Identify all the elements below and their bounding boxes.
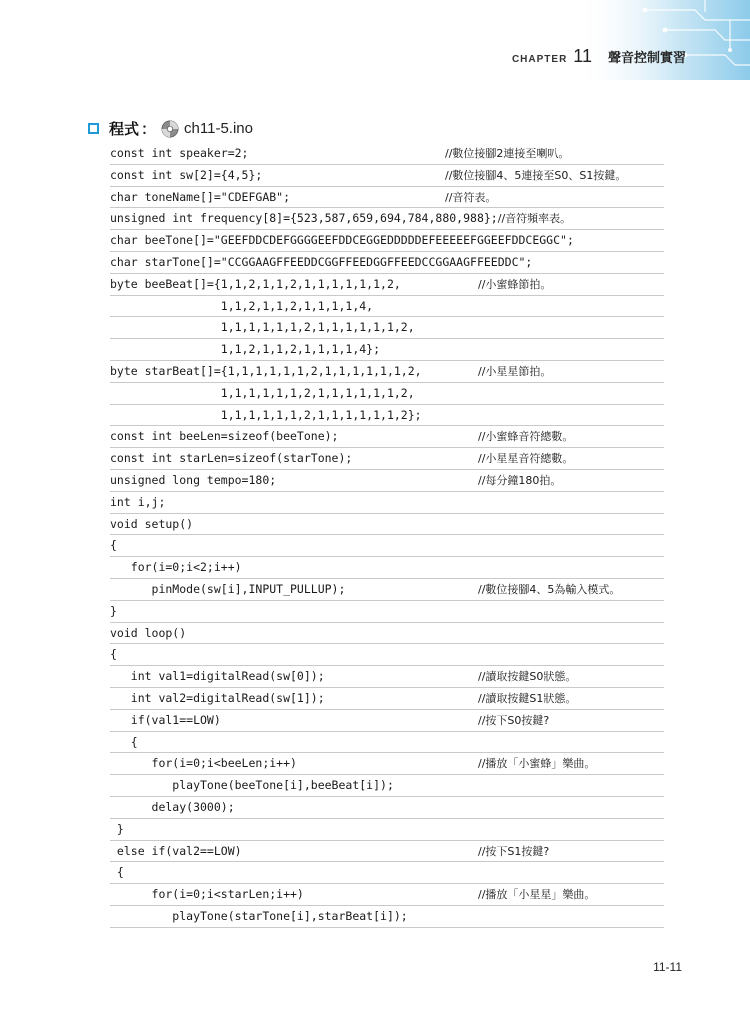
code-text: for(i=0;i<beeLen;i++): [110, 756, 297, 771]
code-line: [110, 775, 664, 797]
code-line: [110, 296, 664, 318]
code-text: const int sw[2]={4,5};: [110, 167, 263, 182]
code-text: {: [110, 647, 117, 662]
code-line: [110, 514, 664, 536]
code-text: const int speaker=2;: [110, 146, 249, 160]
code-line: [110, 841, 664, 863]
code-comment: //按下S0按鍵?: [478, 713, 550, 727]
code-line: [110, 383, 664, 405]
file-name: ch11-5.ino: [184, 120, 253, 137]
code-line: [110, 230, 664, 252]
code-comment: //小蜜蜂音符總數。: [478, 430, 574, 444]
code-line: [110, 492, 664, 514]
code-comment: //小蜜蜂節拍。: [478, 277, 552, 291]
code-text: else if(val2==LOW): [110, 843, 242, 858]
code-comment: //小星星節拍。: [478, 364, 552, 378]
code-text: int val2=digitalRead(sw[1]);: [110, 690, 325, 705]
code-line: [110, 143, 664, 165]
code-text: 1,1,1,1,1,1,2,1,1,1,1,1,1,2,: [110, 320, 415, 335]
code-text: char beeTone[]="GEEFDDCDEFGGGGEEFDDCEGGEDDDDDEFEEEEEFGGEEFDDCEGGC";: [110, 233, 574, 248]
code-line: [110, 906, 664, 928]
code-text: for(i=0;i<2;i++): [110, 560, 242, 575]
code-comment: //數位接腳2連接至喇叭。: [445, 147, 570, 160]
code-text: char toneName[]="CDEFGAB";: [110, 189, 291, 204]
chapter-number: 11: [573, 46, 592, 66]
code-text: {: [110, 538, 117, 553]
code-line: [110, 557, 664, 579]
code-line: [110, 448, 664, 470]
code-line: [110, 535, 664, 557]
code-line: [110, 732, 664, 754]
code-text: }: [110, 603, 117, 618]
code-text: 1,1,1,1,1,1,2,1,1,1,1,1,1,2};: [110, 407, 422, 422]
code-line: [110, 165, 664, 187]
header-circuit-decoration: [575, 0, 750, 80]
code-text: 1,1,2,1,1,2,1,1,1,1,4};: [110, 342, 381, 357]
code-text: {: [110, 865, 124, 880]
code-comment: //按下S1按鍵?: [478, 844, 550, 858]
program-label: 程式: [109, 120, 140, 138]
code-text: playTone(beeTone[i],beeBeat[i]);: [110, 778, 394, 793]
code-comment: //音符頻率表。: [497, 212, 572, 226]
code-text: {: [110, 734, 138, 749]
code-comment: //音符表。: [445, 190, 497, 204]
code-text: pinMode(sw[i],INPUT_PULLUP);: [110, 581, 346, 596]
code-line: [110, 710, 664, 732]
code-text: }: [110, 821, 124, 836]
code-text: const int starLen=sizeof(starTone);: [110, 451, 353, 466]
code-listing: [110, 143, 664, 928]
code-text: void setup(): [110, 516, 194, 531]
code-text: int val1=digitalRead(sw[0]);: [110, 669, 325, 684]
code-text: byte beeBeat[]={1,1,2,1,1,2,1,1,1,1,1,1,2,: [110, 276, 401, 291]
code-line: [110, 426, 664, 448]
code-text: unsigned int frequency[8]={523,587,659,694,784,880,988};: [110, 211, 498, 226]
code-comment: //播放「小蜜蜂」樂曲。: [478, 757, 596, 771]
code-line: [110, 862, 664, 884]
code-line: [110, 753, 664, 775]
code-line: [110, 187, 664, 209]
code-text: playTone(starTone[i],starBeat[i]);: [110, 908, 408, 923]
code-line: [110, 339, 664, 361]
code-comment: //小星星音符總數。: [478, 452, 574, 466]
code-text: if(val1==LOW): [110, 712, 221, 727]
heading-colon: ：: [141, 120, 157, 138]
code-line: [110, 405, 664, 427]
code-text: delay(3000);: [110, 799, 235, 814]
code-line: [110, 252, 664, 274]
section-heading: [88, 118, 253, 139]
code-text: 1,1,1,1,1,1,2,1,1,1,1,1,1,2,: [110, 385, 415, 400]
code-line: [110, 579, 664, 601]
code-comment: //讀取按鍵S0狀態。: [478, 670, 577, 684]
cd-disc-icon: [161, 120, 179, 138]
code-line: [110, 361, 664, 383]
code-text: void loop(): [110, 625, 187, 640]
chapter-word: CHAPTER: [511, 54, 568, 65]
code-comment: //數位接腳4、5連接至S0、S1按鍵。: [445, 168, 627, 182]
code-comment: //每分鐘180拍。: [478, 473, 562, 487]
code-line: [110, 644, 664, 666]
code-line: [110, 601, 664, 623]
code-line: [110, 797, 664, 819]
code-text: const int beeLen=sizeof(beeTone);: [110, 429, 339, 444]
code-text: for(i=0;i<starLen;i++): [110, 887, 304, 902]
code-comment: //數位接腳4、5為輸入模式。: [478, 582, 621, 596]
code-line: [110, 688, 664, 710]
code-line: [110, 317, 664, 339]
code-line: [110, 819, 664, 841]
chapter-title: 聲音控制實習: [607, 51, 686, 66]
chapter-header: [512, 46, 686, 67]
code-line: [110, 274, 664, 296]
code-comment: //播放「小星星」樂曲。: [478, 888, 596, 902]
page-number: 11-11: [653, 960, 682, 974]
code-line: [110, 470, 664, 492]
code-line: [110, 666, 664, 688]
code-text: unsigned long tempo=180;: [110, 472, 277, 487]
square-bullet-icon: [88, 123, 99, 134]
code-line: [110, 208, 664, 230]
code-line: [110, 884, 664, 906]
code-text: byte starBeat[]={1,1,1,1,1,1,2,1,1,1,1,1,1,2,: [110, 363, 422, 378]
code-text: int i,j;: [110, 494, 166, 509]
code-line: [110, 623, 664, 645]
code-text: 1,1,2,1,1,2,1,1,1,1,4,: [110, 298, 374, 313]
code-comment: //讀取按鍵S1狀態。: [478, 691, 577, 705]
code-text: char starTone[]="CCGGAAGFFEEDDCGGFFEEDGGFFEEDCCGGAAGFFEEDDC";: [110, 254, 533, 269]
